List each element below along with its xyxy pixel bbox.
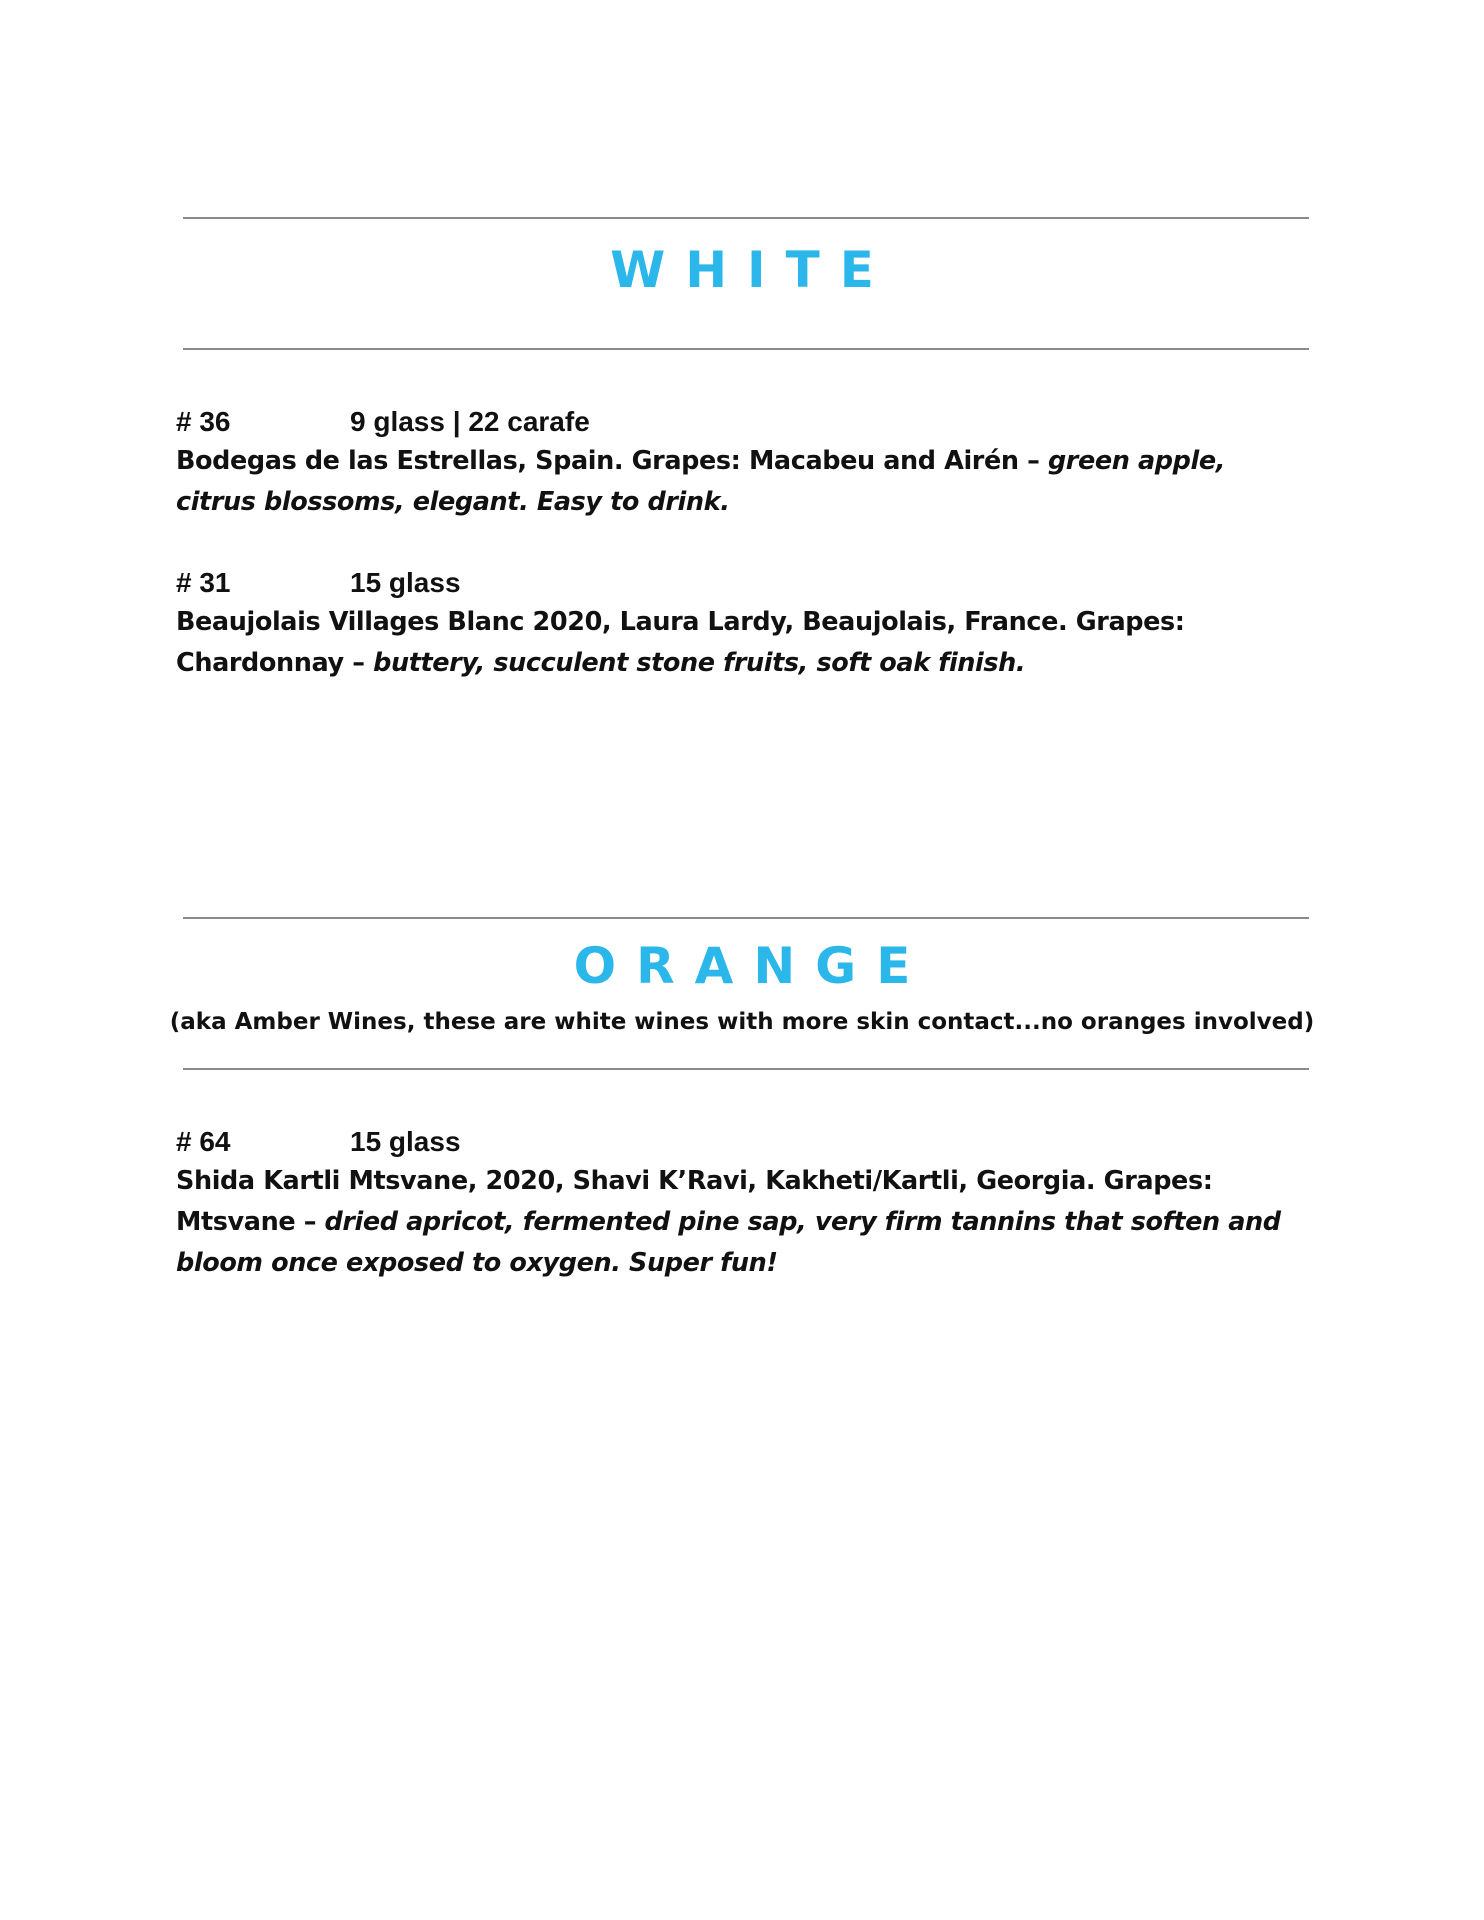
tasting-notes: dried apricot, fermented pine sap, very firm tannins that soften and bloom once exposed to oxygen. Super fun! xyxy=(176,1207,1281,1278)
wine-price: 15 glass xyxy=(350,567,461,598)
wine-price: 9 glass | 22 carafe xyxy=(350,406,590,437)
divider-bottom-white xyxy=(183,348,1309,350)
wine-entry-31 xyxy=(176,564,1312,684)
wine-details: Bodegas de las Estrellas, Spain. Grapes: Macabeu and Airén – xyxy=(176,446,1048,476)
wine-number: # 64 xyxy=(176,1126,231,1157)
entry-header xyxy=(176,1123,1312,1161)
section-title-orange: ORANGE xyxy=(573,937,931,995)
wine-description xyxy=(176,1161,1312,1284)
section-title-white: WHITE xyxy=(610,241,894,299)
wine-details: Beaujolais Villages Blanc 2020, Laura Lardy, Beaujolais, France. Grapes: Chardonnay – xyxy=(176,607,1185,678)
divider-bottom-orange xyxy=(183,1068,1309,1070)
wine-entry-64 xyxy=(176,1123,1312,1284)
tasting-notes: buttery, succulent stone fruits, soft oak finish. xyxy=(373,648,1026,678)
divider-top-white xyxy=(183,217,1309,219)
wine-number: # 36 xyxy=(176,406,231,437)
section-note-orange: (aka Amber Wines, these are white wines with more skin contact...no oranges involved) xyxy=(169,1009,1315,1035)
wine-description xyxy=(176,602,1312,684)
tasting-notes: green apple, citrus blossoms, elegant. Easy to drink. xyxy=(176,446,1226,517)
wine-description xyxy=(176,441,1312,523)
wine-details: Shida Kartli Mtsvane, 2020, Shavi K’Ravi, Kakheti/Kartli, Georgia. Grapes: Mtsvane – xyxy=(176,1166,1213,1237)
divider-top-orange xyxy=(183,917,1309,919)
entry-header xyxy=(176,564,1312,602)
wine-price: 15 glass xyxy=(350,1126,461,1157)
entry-header xyxy=(176,403,1312,441)
wine-number: # 31 xyxy=(176,567,231,598)
wine-entry-36 xyxy=(176,403,1312,523)
